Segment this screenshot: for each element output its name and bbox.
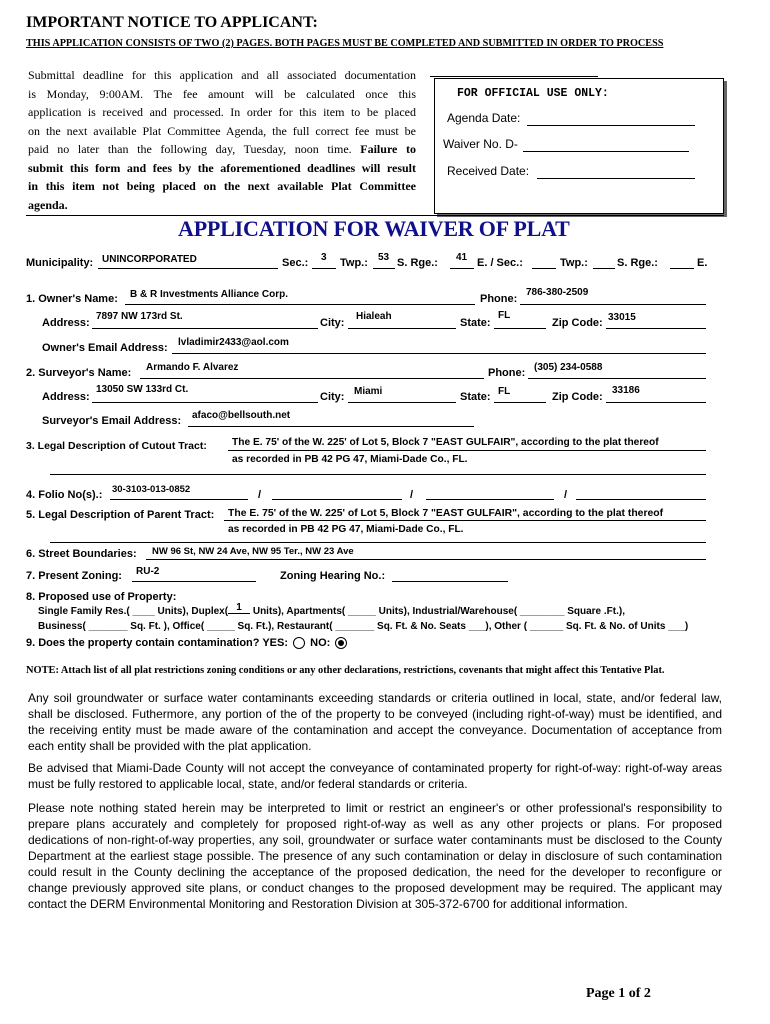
owner-state-value: FL: [498, 310, 511, 321]
deadline-line: paid no later than the following day, Tuesday, noon time. Failure to: [28, 142, 416, 156]
agenda-date-label: Agenda Date:: [447, 111, 521, 125]
surveyor-city-value: Miami: [354, 386, 383, 397]
zoning-hearing-field[interactable]: [392, 581, 508, 582]
owner-zip-label: Zip Code:: [552, 317, 603, 329]
present-zoning-label: 7. Present Zoning:: [26, 570, 122, 582]
duplex-units-value: 1: [236, 602, 242, 613]
owner-email-field[interactable]: [172, 353, 706, 354]
form-title: APPLICATION FOR WAIVER OF PLAT: [178, 216, 570, 241]
contamination-no-radio[interactable]: [335, 637, 347, 649]
folio-sep: /: [410, 489, 414, 501]
proposed-use-label: 8. Proposed use of Property:: [26, 591, 177, 603]
deadline-line: is Monday, 9:00AM. The fee amount will be calculated once this: [28, 86, 416, 101]
notice-title: IMPORTANT NOTICE TO APPLICANT:: [26, 14, 318, 31]
contaminant-disclosure-paragraph: Any soil groundwater or surface water contaminants exceeding standards or criteria outlined in local, state, and/or federal law, shall be disclosed. Futhermore, any portion of the of the property to be conveyed (including right-of-way) must be identified, and the receiving entity must be made aware of the contamination and accept the conveyance. Documentation of acceptance from each entity shall be provided with the plat application.: [28, 691, 722, 753]
surveyor-city-label: City:: [320, 391, 345, 403]
folio-sep: /: [564, 489, 568, 501]
agenda-date-field[interactable]: [527, 125, 695, 126]
legal-cutout-line-2: as recorded in PB 42 PG 47, Miami-Dade Co., FL.: [232, 454, 468, 465]
owner-address-label: Address:: [42, 317, 90, 329]
legal-parent-line-2: as recorded in PB 42 PG 47, Miami-Dade Co., FL.: [228, 524, 464, 535]
legal-parent-field-1[interactable]: [224, 520, 706, 521]
waiver-no-field[interactable]: [523, 151, 689, 152]
surveyor-name-value: Armando F. Alvarez: [146, 362, 239, 373]
s-rge-label: S. Rge.:: [397, 257, 438, 269]
surveyor-zip-value: 33186: [612, 385, 640, 396]
sec-label: Sec.:: [282, 257, 309, 269]
owner-state-field[interactable]: [494, 328, 546, 329]
waiver-no-label: Waiver No. D-: [443, 137, 518, 151]
owner-email-label: Owner's Email Address:: [42, 342, 168, 354]
legal-cutout-field-1[interactable]: [228, 450, 706, 451]
folio-field-4[interactable]: [576, 499, 706, 500]
owner-phone-field[interactable]: [520, 304, 706, 305]
owner-address-field[interactable]: [92, 328, 318, 329]
legal-parent-line-1: The E. 75' of the W. 225' of Lot 5, Block 7 "EAST GULFAIR", according to the plat thereof: [228, 508, 664, 519]
surveyor-state-label: State:: [460, 391, 491, 403]
twp-value: 53: [378, 252, 390, 263]
street-boundaries-label: 6. Street Boundaries:: [26, 548, 137, 560]
surveyor-email-field[interactable]: [188, 426, 474, 427]
proposed-use-row-1: Single Family Res.( ____ Units), Duplex( 1 Units), Apartments( _____ Units), Industrial/Warehouse( ________ Square .Ft.),: [38, 602, 625, 617]
deadline-line: application is received and processed. In order for this item to be placed: [28, 105, 416, 119]
municipality-field[interactable]: [98, 268, 278, 269]
surveyor-zip-label: Zip Code:: [552, 391, 603, 403]
folio-field-2[interactable]: [272, 499, 402, 500]
folio-sep: /: [258, 489, 262, 501]
folio-field-1[interactable]: [110, 499, 248, 500]
owner-state-label: State:: [460, 317, 491, 329]
deadline-line: Submittal deadline for this application and all associated documentation: [28, 68, 416, 82]
legal-parent-label: 5. Legal Description of Parent Tract:: [26, 509, 215, 521]
e-sec-label: E. / Sec.:: [477, 257, 523, 269]
deadline-line: in this item not being placed on the next available Plat Committee: [28, 179, 416, 193]
surveyor-address-field[interactable]: [92, 402, 318, 403]
legal-cutout-field-2[interactable]: [50, 474, 706, 475]
zoning-hearing-label: Zoning Hearing No.:: [280, 570, 386, 582]
surveyor-address-label: Address:: [42, 391, 90, 403]
twp2-field[interactable]: [593, 268, 615, 269]
owner-address-value: 7897 NW 173rd St.: [96, 311, 183, 322]
owner-zip-field[interactable]: [606, 328, 706, 329]
surveyor-state-value: FL: [498, 386, 511, 397]
twp-label: Twp.:: [340, 257, 368, 269]
rge-value: 41: [456, 252, 468, 263]
folio-label: 4. Folio No(s).:: [26, 489, 103, 501]
street-boundaries-value: NW 96 St, NW 24 Ave, NW 95 Ter., NW 23 Ave: [152, 546, 354, 557]
surveyor-city-field[interactable]: [348, 402, 456, 403]
sec-field[interactable]: [312, 268, 336, 269]
e-label: E.: [697, 257, 708, 269]
official-use-title: FOR OFFICIAL USE ONLY:: [457, 87, 609, 100]
received-date-field[interactable]: [537, 178, 695, 179]
owner-name-value: B & R Investments Alliance Corp.: [130, 289, 288, 300]
notice-subtitle: THIS APPLICATION CONSISTS OF TWO (2) PAGES. BOTH PAGES MUST BE COMPLETED AND SUBMITTED IN ORDER TO PROCESS: [26, 38, 664, 49]
owner-phone-label: Phone:: [480, 293, 518, 305]
legal-cutout-label: 3. Legal Description of Cutout Tract:: [26, 440, 207, 452]
official-use-box: [434, 78, 724, 214]
owner-name-label: 1. Owner's Name:: [26, 293, 118, 305]
surveyor-email-label: Surveyor's Email Address:: [42, 415, 182, 427]
twp2-label: Twp.:: [560, 257, 588, 269]
duplex-units-field[interactable]: [228, 602, 250, 614]
deadline-line: submit this form and fees by the aforementioned deadlines will result: [28, 160, 416, 175]
owner-phone-value: 786-380-2509: [526, 287, 589, 298]
present-zoning-value: RU-2: [136, 566, 160, 577]
owner-zip-value: 33015: [608, 312, 636, 323]
surveyor-phone-label: Phone:: [488, 367, 526, 379]
deadline-line: agenda.: [28, 197, 68, 212]
sec2-field[interactable]: [532, 268, 556, 269]
surveyor-email-value: afaco@bellsouth.net: [192, 410, 291, 421]
street-boundaries-field[interactable]: [146, 559, 706, 560]
surveyor-state-field[interactable]: [494, 402, 546, 403]
legal-cutout-line-1: The E. 75' of the W. 225' of Lot 5, Block 7 "EAST GULFAIR", according to the plat thereof: [232, 437, 659, 448]
rge2-field[interactable]: [670, 268, 694, 269]
owner-name-field[interactable]: [125, 304, 475, 305]
surveyor-phone-value: (305) 234-0588: [534, 362, 603, 373]
s-rge2-label: S. Rge.:: [617, 257, 658, 269]
responsibility-paragraph: Please note nothing stated herein may be interpreted to limit or restrict an engineer's or other professional's responsibility to prepare plans accurately and completely for proposed right-of-way as well as any other projects or plans. For proposed dedications of non-right-of-way properties, any soil, groundwater or surface water contaminants must be disclosed to the County Department at the earliest stage possible. The presence of any such contamination or delay in disclosure of such contamination could result in the County declining the acceptance of the proposed dedication, the need for the developer to reconfigure or change previously approved site plans, or conduct changes to the proposed development may be required. The applicant may contact the DERM Environmental Monitoring and Restoration Division at 305-372-6700 for additional information.: [28, 801, 722, 911]
surveyor-address-value: 13050 SW 133rd Ct.: [96, 384, 189, 395]
surveyor-name-field[interactable]: [140, 378, 484, 379]
sec-value: 3: [321, 252, 327, 263]
owner-city-field[interactable]: [348, 328, 456, 329]
contamination-yes-radio[interactable]: [293, 637, 305, 649]
present-zoning-field[interactable]: [132, 581, 256, 582]
municipality-label: Municipality:: [26, 257, 94, 269]
page-number: Page 1 of 2: [586, 986, 651, 1001]
note-text: NOTE: Attach list of all plat restrictions zoning conditions or any other declarations, restrictions, covenants that might affect this Tentative Plat.: [26, 665, 665, 676]
rge-field[interactable]: [450, 268, 474, 269]
surveyor-phone-field[interactable]: [528, 378, 706, 379]
twp-field[interactable]: [373, 268, 395, 269]
surveyor-name-label: 2. Surveyor's Name:: [26, 367, 132, 379]
proposed-use-row-2: Business( _______ Sq. Ft. ), Office( _____ Sq. Ft.), Restaurant( _______ Sq. Ft. & No. Seats ___), Other ( ______ Sq. Ft. & No. of Units ___): [38, 621, 689, 632]
municipality-value: UNINCORPORATED: [102, 254, 197, 265]
legal-parent-field-2[interactable]: [50, 542, 706, 543]
deadline-line: on the next available Plat Committee Agenda, the full correct fee must be: [28, 123, 416, 138]
owner-city-value: Hialeah: [356, 311, 392, 322]
folio-value: 30-3103-013-0852: [112, 484, 191, 495]
contamination-question: 9. Does the property contain contamination? YES: NO:: [26, 637, 349, 649]
right-of-way-paragraph: Be advised that Miami-Dade County will not accept the conveyance of contaminated property for right-of-way: right-of-way areas must be fully restored to applicable local, state, and/or federal standards or criteria.: [28, 761, 722, 791]
owner-email-value: lvladimir2433@aol.com: [178, 337, 289, 348]
received-date-label: Received Date:: [447, 164, 530, 178]
folio-field-3[interactable]: [426, 499, 554, 500]
owner-city-label: City:: [320, 317, 345, 329]
surveyor-zip-field[interactable]: [606, 402, 706, 403]
deadline-paragraph: [28, 66, 416, 214]
